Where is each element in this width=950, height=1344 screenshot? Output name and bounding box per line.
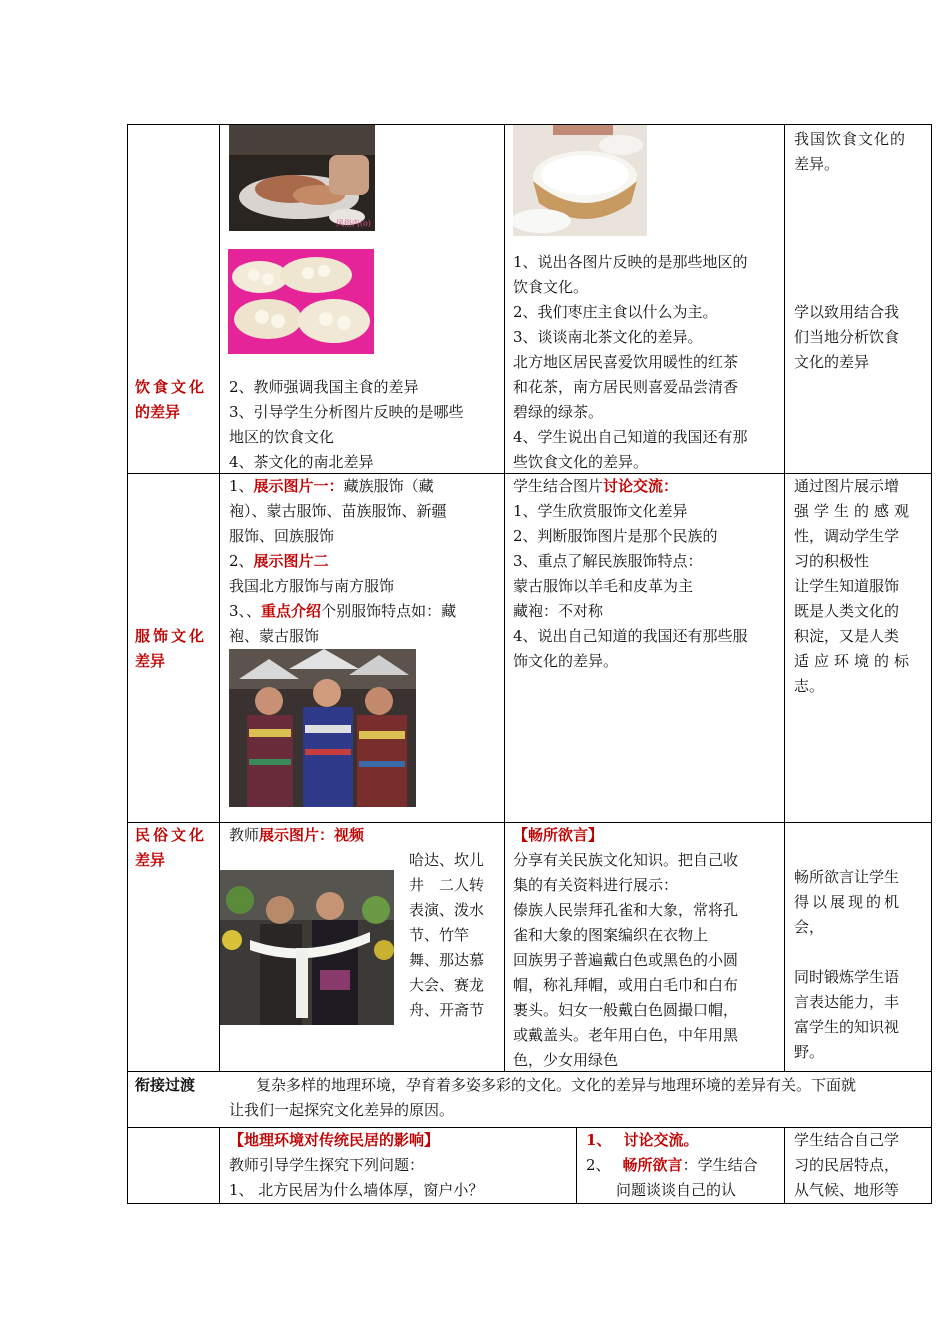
housing-student-activities: 1、 讨论交流。 2、 畅所欲言：学生结合 问题谈谈自己的认 [586, 1131, 758, 1199]
housing-design-intent: 学生结合自己学 习的民居特点， 从气候、地形等 [794, 1131, 900, 1199]
col-divider-3-upper [784, 124, 785, 1072]
folk-teacher-topics: 哈达、坎儿 井 二人转 表演、泼水 节、竹竿 舞、那达慕 大会、赛龙 舟、开斋节 [409, 851, 485, 1019]
col-divider-2-upper [504, 124, 505, 1072]
table-left-border [127, 124, 128, 1204]
folk-student-activities: 【畅所欲言】 分享有关民族文化知识。把自己收 集的有关资料进行展示： 傣族人民崇拜孔雀和大象，常将孔 雀和大象的图案编织在衣物上 回族男子普遍戴白色或黑色的小圆 帽，称礼拜帽，或用白毛巾和白布 裹头。妇女一般戴白色圆撮口帽， 或戴盖头。老年用白色，中年用黑 色，少女用绿色 [513, 826, 739, 1069]
folk-design-intent-a: 畅所欲言让学生 得以展现的机 会， [794, 868, 903, 936]
clothing-image-miao [229, 649, 416, 807]
row-label-clothing: 服饰文化 差异 [135, 627, 208, 670]
food-image-watermark: 风俗内(o) [335, 219, 371, 228]
folk-design-intent-b: 同时锻炼学生语 言表达能力，丰 富学生的知识视 野。 [794, 968, 900, 1061]
clothing-student-activities: 学生结合图片讨论交流： 1、学生欣赏服饰文化差异 2、判断服饰图片是那个民族的 3、重点了解民族服饰特点： 蒙古服饰以羊毛和皮革为主 藏袍：不对称 4、说出自己知道的我国还有那些服 饰文化的差异。 [513, 477, 748, 670]
food-design-intent-top: 我国饮食文化的 差异。 [794, 130, 907, 173]
transition-text: 复杂多样的地理环境，孕育着多姿多彩的文化。文化的差异与地理环境的差异有关。下面就 让我们一起探究文化差异的原因。 [229, 1076, 857, 1119]
row-label-folk: 民俗文化 差异 [135, 826, 208, 869]
food-image-meat [229, 125, 375, 231]
clothing-design-intent: 通过图片展示增 强学生的感观 性，调动学生学 习的积极性 让学生知道服饰 既是人类文化的 积淀，又是人类 适应环境的标 志。 [794, 477, 915, 695]
row-label-food: 饮食文化 的差异 [135, 378, 208, 421]
col-divider-1-lower [219, 1127, 220, 1204]
food-design-intent-bottom: 学以致用结合我 们当地分析饮食 文化的差异 [794, 303, 900, 371]
food-image-buns [228, 249, 374, 354]
col-divider-2-lower [576, 1127, 577, 1204]
food-teacher-activities: 2、教师强调我国主食的差异 3、引导学生分析图片反映的是哪些 地区的饮食文化 4、茶文化的南北差异 [229, 378, 464, 471]
row-label-transition: 衔接过渡 [135, 1076, 196, 1094]
housing-teacher-activities: 【地理环境对传统民居的影响】 教师引导学生探究下列问题： 1、 北方民居为什么墙体厚，窗户小？ [229, 1131, 484, 1199]
food-student-activities: 1、说出各图片反映的是那些地区的 饮食文化。 2、我们枣庄主食以什么为主。 3、谈谈南北茶文化的差异。 北方地区居民喜爱饮用暖性的红茶 和花茶，南方居民则喜爱品尝清香 碧绿的绿茶。 4、学生说出自己知道的我国还有那 些饮食文化的差异。 [513, 253, 748, 471]
food-image-rice [513, 125, 647, 236]
folk-teacher-heading: 教师展示图片：视频 [229, 826, 365, 844]
folk-image-hada [220, 870, 394, 1025]
table-right-border [931, 124, 932, 1204]
col-divider-3-lower [784, 1127, 785, 1204]
clothing-teacher-activities: 1、展示图片一：藏族服饰（藏 袍）、蒙古服饰、苗族服饰、新疆 服饰、回族服饰 2、展示图片二 我国北方服饰与南方服饰 3、、重点介绍个别服饰特点如：藏 袍、蒙古服饰 [229, 477, 457, 645]
table-bottom-border [127, 1203, 932, 1204]
